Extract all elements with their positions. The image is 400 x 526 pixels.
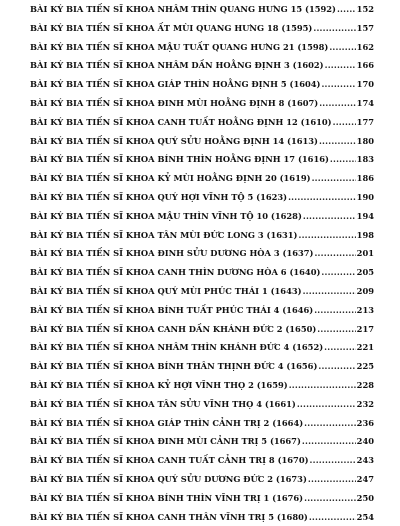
toc-entry[interactable] (30, 357, 374, 376)
toc-entry-page-number: 186 (356, 173, 374, 184)
toc-entry-page-number: 254 (356, 511, 374, 522)
toc-entry-title: BÀI KÝ BIA TIẾN SĨ KHOA BÍNH THÂN THỊNH ĐỨC 4 (1656) (30, 361, 318, 372)
toc-dot-leader (304, 489, 356, 508)
toc-dot-leader (310, 451, 356, 470)
toc-dot-leader (319, 132, 356, 151)
toc-entry-title: BÀI KÝ BIA TIẾN SĨ KHOA KỶ MÙI HOẰNG ĐỊNH 20 (1619) (30, 173, 311, 184)
toc-dot-leader (314, 244, 355, 263)
toc-entry-page-number: 177 (356, 116, 374, 127)
toc-entry-page-number: 240 (356, 436, 374, 447)
toc-entry-title: BÀI KÝ BIA TIẾN SĨ KHOA MẬU THÌN VĨNH TỘ 10 (1628) (30, 210, 302, 221)
toc-entry-page-number: 225 (356, 361, 374, 372)
toc-dot-leader (308, 470, 356, 489)
toc-entry[interactable] (30, 169, 374, 188)
toc-entry-title: BÀI KÝ BIA TIẾN SĨ KHOA TÂN MÙI ĐỨC LONG 3 (1631) (30, 229, 298, 240)
toc-entry-page-number: 221 (356, 342, 374, 353)
toc-dot-leader (289, 376, 356, 395)
toc-entry[interactable] (30, 132, 374, 151)
toc-entry-page-number: 180 (356, 135, 374, 146)
toc-entry[interactable] (30, 489, 374, 508)
toc-entry-page-number: 213 (356, 304, 374, 315)
toc-entry-title: BÀI KÝ BIA TIẾN SĨ KHOA BÍNH THÌN HOẰNG ĐỊNH 17 (1616) (30, 154, 329, 165)
toc-dot-leader (303, 282, 356, 301)
toc-entry[interactable] (30, 0, 374, 19)
table-of-contents (30, 0, 374, 526)
toc-entry-page-number: 170 (356, 79, 374, 90)
toc-entry[interactable] (30, 338, 374, 357)
toc-entry[interactable] (30, 376, 374, 395)
toc-entry-title: BÀI KÝ BIA TIẾN SĨ KHOA ĐINH SỬU DƯƠNG HÒA 3 (1637) (30, 248, 314, 259)
toc-entry-title: BÀI KÝ BIA TIẾN SĨ KHOA TÂN SỬU VĨNH THỌ 4 (1661) (30, 398, 296, 409)
toc-entry[interactable] (30, 451, 374, 470)
toc-entry-page-number: 183 (356, 154, 374, 165)
toc-entry[interactable] (30, 207, 374, 226)
toc-entry-page-number: 166 (356, 60, 374, 71)
toc-entry-title: BÀI KÝ BIA TIẾN SĨ KHOA CANH TUẤT HOẰNG ĐỊNH 12 (1610) (30, 116, 332, 127)
toc-entry-title: BÀI KÝ BIA TIẾN SĨ KHOA CANH TUẤT CẢNH TRỊ 8 (1670) (30, 455, 309, 466)
toc-dot-leader (324, 338, 356, 357)
toc-entry-title: BÀI KÝ BIA TIẾN SĨ KHOA GIÁP THÌN CẢNH TRỊ 2 (1664) (30, 417, 304, 428)
toc-dot-leader (330, 150, 356, 169)
toc-entry-title: BÀI KÝ BIA TIẾN SĨ KHOA QUÝ SỬU DƯƠNG ĐỨC 2 (1673) (30, 473, 307, 484)
toc-dot-leader (312, 169, 356, 188)
toc-entry[interactable] (30, 150, 374, 169)
toc-dot-leader (314, 301, 355, 320)
toc-entry-page-number: 174 (356, 97, 374, 108)
toc-dot-leader (288, 188, 356, 207)
toc-dot-leader (302, 432, 356, 451)
toc-dot-leader (321, 75, 355, 94)
toc-entry-page-number: 190 (356, 191, 374, 202)
toc-entry-title: BÀI KÝ BIA TIẾN SĨ KHOA ĐINH MÙI HOẰNG ĐỊNH 8 (1607) (30, 97, 319, 108)
toc-entry-page-number: 209 (356, 285, 374, 296)
toc-entry[interactable] (30, 188, 374, 207)
toc-entry[interactable] (30, 301, 374, 320)
toc-entry[interactable] (30, 19, 374, 38)
toc-entry-title: BÀI KÝ BIA TIẾN SĨ KHOA BÍNH TUẤT PHÚC THÁI 4 (1646) (30, 304, 314, 315)
toc-dot-leader (318, 357, 355, 376)
toc-dot-leader (303, 207, 356, 226)
toc-entry[interactable] (30, 244, 374, 263)
toc-entry-page-number: 228 (356, 379, 374, 390)
toc-entry-title: BÀI KÝ BIA TIẾN SĨ KHOA ĐINH MÙI CẢNH TRỊ 5 (1667) (30, 436, 301, 447)
toc-dot-leader (337, 0, 356, 19)
toc-entry[interactable] (30, 226, 374, 245)
toc-entry-page-number: 243 (356, 455, 374, 466)
toc-entry-page-number: 162 (356, 41, 374, 52)
toc-entry-title: BÀI KÝ BIA TIẾN SĨ KHOA QUÝ HỢI VĨNH TỘ 5 (1623) (30, 191, 288, 202)
toc-entry-page-number: 247 (356, 473, 374, 484)
toc-dot-leader (325, 56, 356, 75)
toc-entry-page-number: 157 (356, 22, 374, 33)
toc-entry[interactable] (30, 75, 374, 94)
toc-entry-page-number: 250 (356, 492, 374, 503)
toc-dot-leader (333, 113, 356, 132)
toc-entry-page-number: 198 (356, 229, 374, 240)
toc-dot-leader (319, 94, 355, 113)
toc-entry[interactable] (30, 38, 374, 57)
toc-dot-leader (298, 226, 355, 245)
toc-entry-page-number: 232 (356, 398, 374, 409)
toc-entry[interactable] (30, 508, 374, 526)
toc-entry-title: BÀI KÝ BIA TIẾN SĨ KHOA NHÂM THÌN QUANG HƯNG 15 (1592) (30, 4, 336, 14)
toc-entry-page-number: 205 (356, 267, 374, 278)
toc-entry-title: BÀI KÝ BIA TIẾN SĨ KHOA QUÝ MÙI PHÚC THÁI 1 (1643) (30, 285, 302, 296)
toc-entry-title: BÀI KÝ BIA TIẾN SĨ KHOA KỶ HỢI VĨNH THỌ 2 (1659) (30, 379, 288, 390)
toc-entry-page-number: 236 (356, 417, 374, 428)
toc-entry[interactable] (30, 113, 374, 132)
toc-entry[interactable] (30, 263, 374, 282)
toc-entry-title: BÀI KÝ BIA TIẾN SĨ KHOA GIÁP THÌN HOẰNG ĐỊNH 5 (1604) (30, 79, 321, 90)
toc-entry[interactable] (30, 432, 374, 451)
toc-entry-title: BÀI KÝ BIA TIẾN SĨ KHOA NHÂM THÌN KHÁNH ĐỨC 4 (1652) (30, 342, 324, 353)
toc-entry-page-number: 201 (356, 248, 374, 259)
toc-entry-title: BÀI KÝ BIA TIẾN SĨ KHOA CANH THÂN VĨNH TRỊ 5 (1680) (30, 511, 308, 522)
toc-dot-leader (317, 320, 355, 339)
toc-dot-leader (309, 508, 356, 526)
toc-entry-title: BÀI KÝ BIA TIẾN SĨ KHOA CANH THÌN DƯƠNG HÒA 6 (1640) (30, 267, 321, 278)
toc-entry-page-number: 194 (356, 210, 374, 221)
toc-dot-leader (313, 19, 355, 38)
toc-entry[interactable] (30, 395, 374, 414)
toc-entry-title: BÀI KÝ BIA TIẾN SĨ KHOA NHÂM DẦN HOẰNG ĐỊNH 3 (1602) (30, 60, 324, 71)
toc-dot-leader (329, 38, 355, 57)
toc-dot-leader (321, 263, 355, 282)
toc-entry-page-number: 152 (356, 4, 374, 14)
toc-entry-title: BÀI KÝ BIA TIẾN SĨ KHOA QUÝ SỬU HOẰNG ĐỊNH 14 (1613) (30, 135, 318, 146)
toc-entry[interactable] (30, 320, 374, 339)
toc-entry[interactable] (30, 282, 374, 301)
toc-entry[interactable] (30, 414, 374, 433)
toc-entry[interactable] (30, 470, 374, 489)
toc-entry[interactable] (30, 56, 374, 75)
toc-entry-title: BÀI KÝ BIA TIẾN SĨ KHOA ẤT MÙI QUANG HƯNG 18 (1595) (30, 22, 313, 33)
toc-dot-leader (304, 414, 356, 433)
toc-dot-leader (297, 395, 356, 414)
toc-entry-title: BÀI KÝ BIA TIẾN SĨ KHOA BÍNH THÌN VĨNH TRỊ 1 (1676) (30, 492, 304, 503)
toc-entry-title: BÀI KÝ BIA TIẾN SĨ KHOA CANH DẦN KHÁNH ĐỨC 2 (1650) (30, 323, 317, 334)
toc-entry-title: BÀI KÝ BIA TIẾN SĨ KHOA MẬU TUẤT QUANG HƯNG 21 (1598) (30, 41, 329, 52)
toc-entry[interactable] (30, 94, 374, 113)
toc-entry-page-number: 217 (356, 323, 374, 334)
